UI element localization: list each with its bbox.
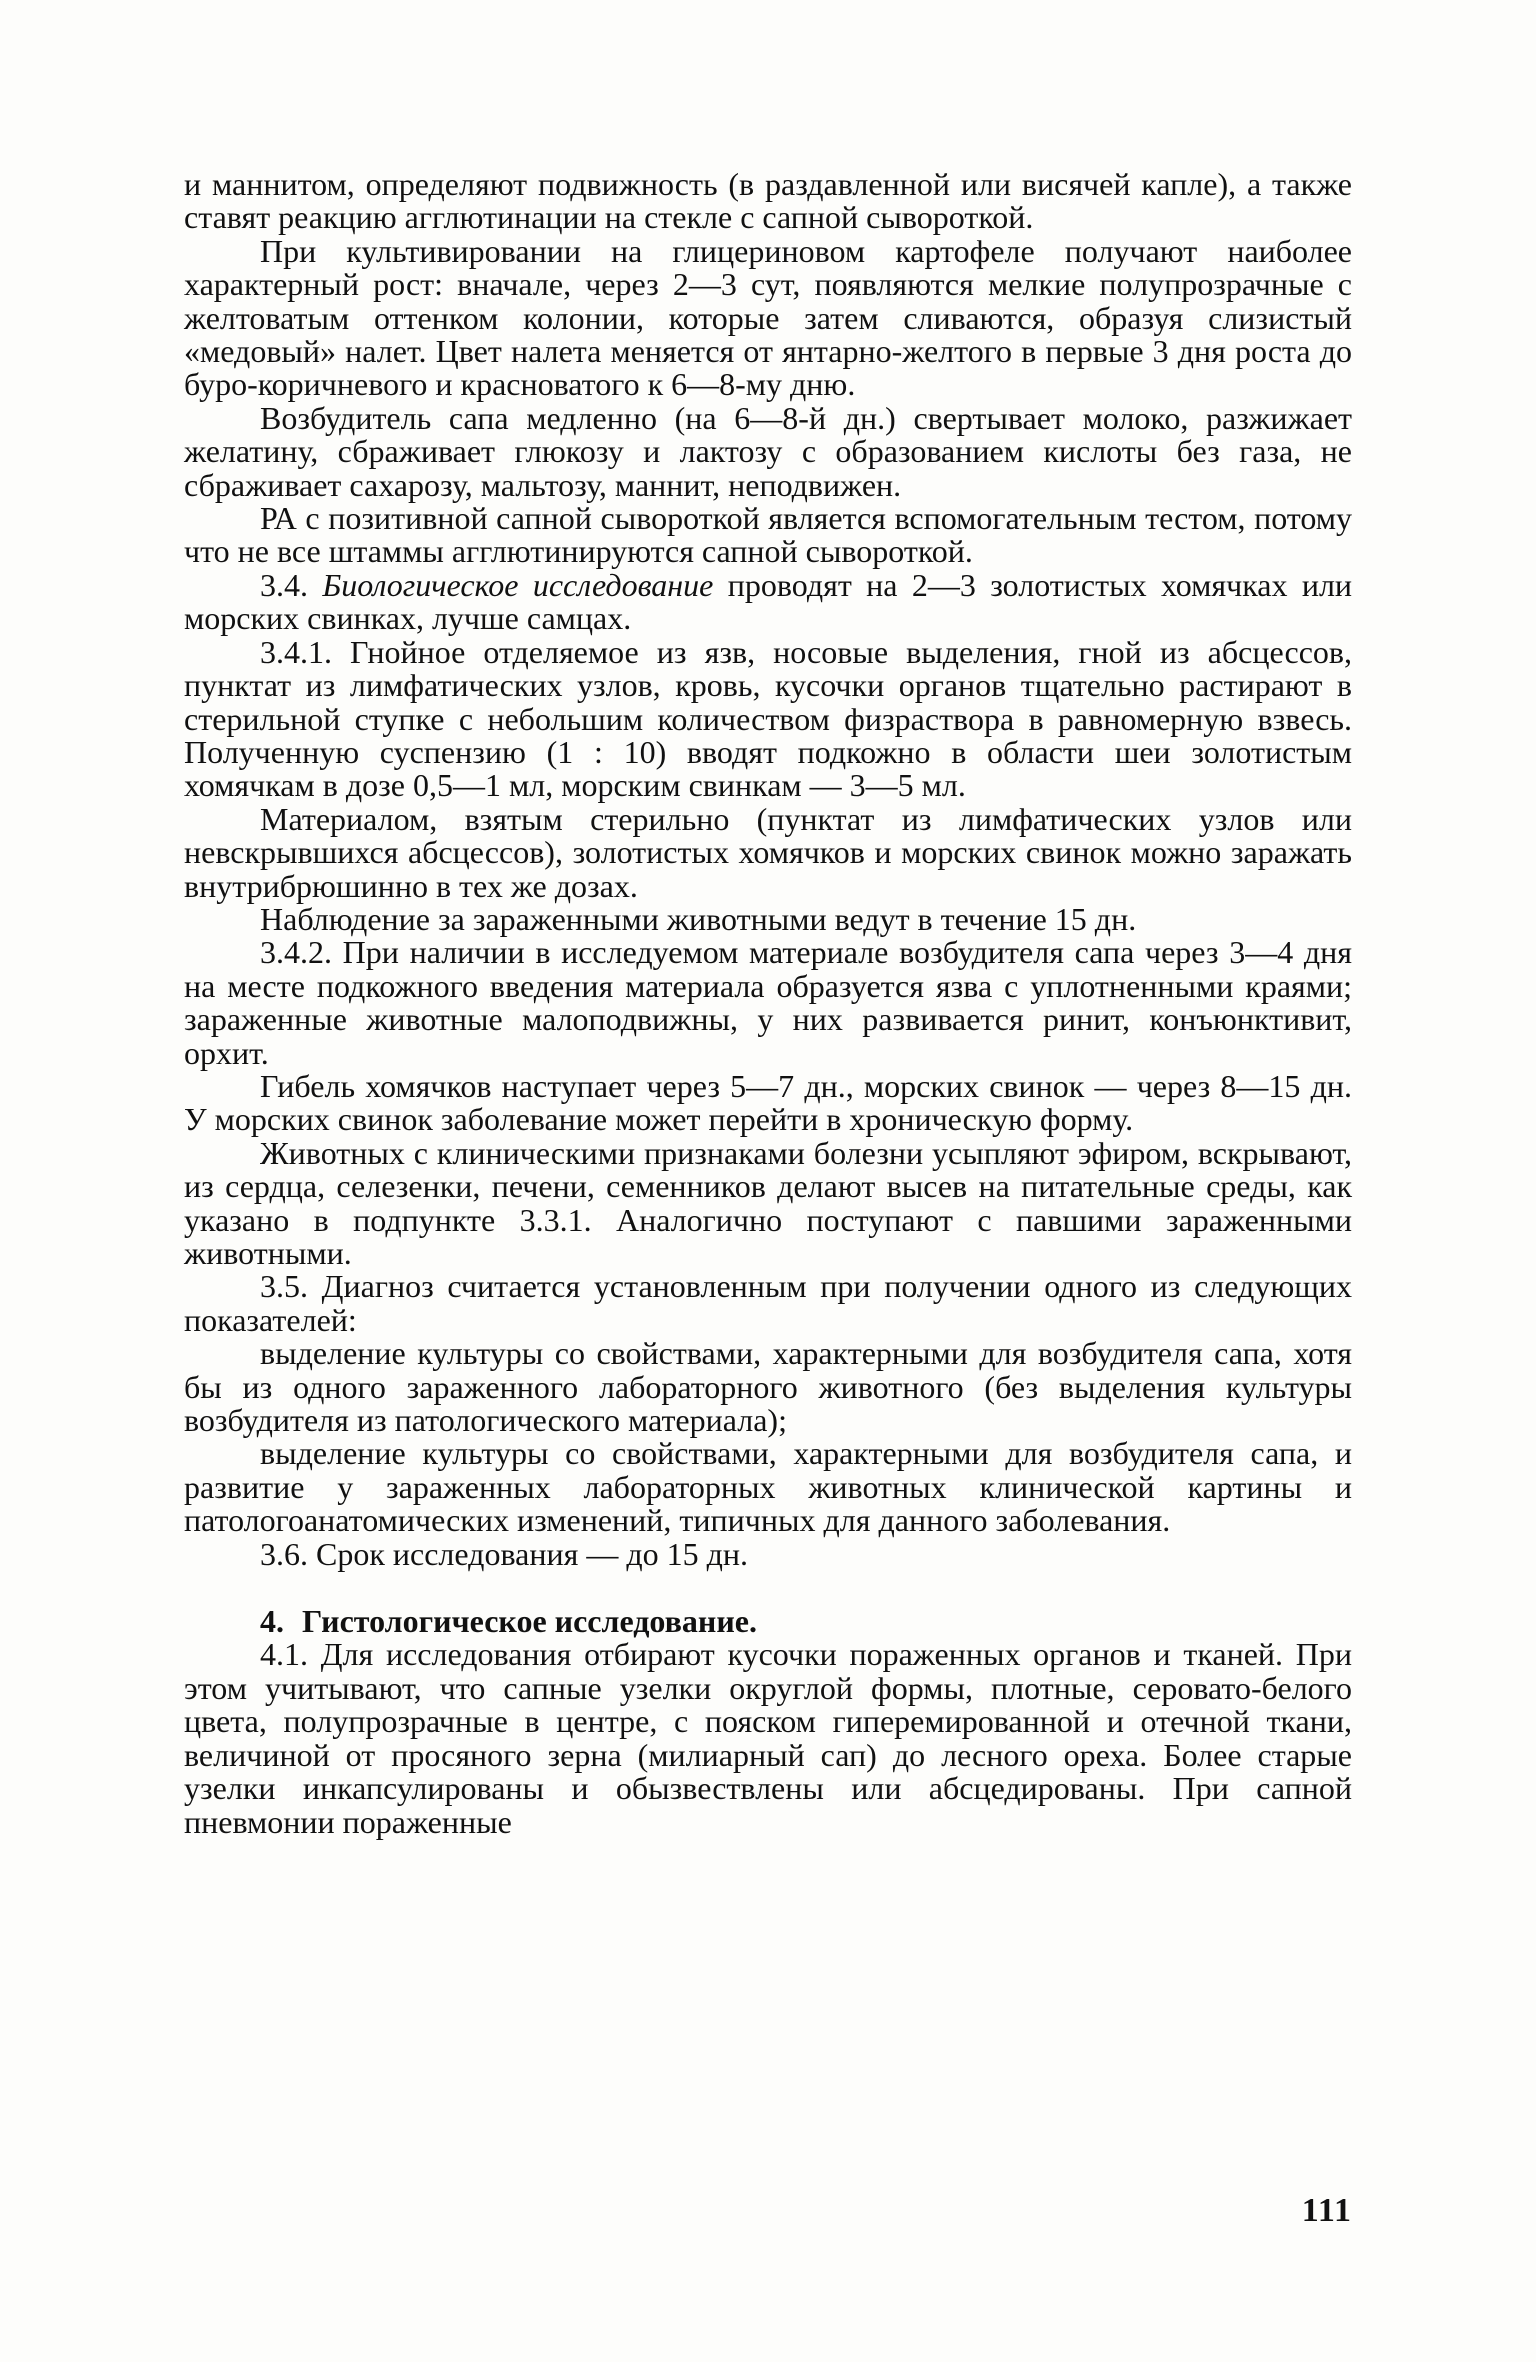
page-number: 111 [1301,2192,1352,2229]
paragraph-4-1: 4.1. Для исследования отбирают кусочки пораженных органов и тканей. При этом учитывают, что сапные узелки округлой формы, плотные, серовато-белого цвета, полупрозрачные в центре, с пояском гиперемированной и отечной ткани, величиной от просяного зерна (милиарный сап) до лесного ореха. Более старые узелки инкапсулированы и обызвествлены или абсцедированы. При сапной пневмонии пораженные [184,1636,1352,1840]
section-number-3-4: 3.4. [260,566,308,603]
italic-term-biological-study: Биологическое исследование [322,566,714,603]
paragraph-autopsy: Животных с клиническими признаками болезни усыпляют эфиром, вскрывают, из сердца, селезенки, печени, семенников делают высев на питательные среды, как указано в подпункте 3.3.1. Аналогично поступают с павшими зараженными животными. [184,1134,1352,1271]
paragraph-3-4-1: 3.4.1. Гнойное отделяемое из язв, носовые выделения, гной из абсцессов, пунктат из лимфатических узлов, кровь, кусочки органов тщательно растирают в стерильной ступке с небольшим количеством физраствора в равномерную взвесь. Полученную суспензию (1 : 10) вводят подкожно в области шеи золотистым хомячкам в дозе 0,5—1 мл, морским свинкам — 3—5 мл. [184,633,1352,804]
paragraph-3-6: 3.6. Срок исследования — до 15 дн. [260,1535,748,1572]
paragraph-biochemistry: Возбудитель сапа медленно (на 6—8-й дн.) свертывает молоко, разжижает желатину, сбраживает глюкозу и лактозу с образованием кислоты без газа, не сбраживает сахарозу, мальтозу, маннит, неподвижен. [184,399,1352,503]
paragraph-criterion-2: выделение культуры со свойствами, характерными для возбудителя сапа, и развитие у зараженных лабораторных животных клинической картины и патологоанатомических изменений, типичных для данного заболевания. [184,1435,1352,1539]
paragraph-continuation: и маннитом, определяют подвижность (в раздавленной или висячей капле), а также ставят реакцию агглютинации на стекле с сапной сывороткой. [184,166,1352,236]
paragraph-agglutination: РА с позитивной сапной сывороткой является вспомогательным тестом, потому что не все штаммы агглютинируются сапной сывороткой. [184,500,1352,570]
heading-title: Гистологическое исследование. [302,1603,757,1640]
paragraph-3-5: 3.5. Диагноз считается установленным при получении одного из следующих показателей: [184,1268,1352,1338]
heading-number: 4. [260,1603,284,1640]
paragraph-3-4-rest: проводят на 2—3 золотистых хомячках или морских свинках, лучше самцах. [184,566,1353,637]
paragraph-criterion-1: выделение культуры со свойствами, характерными для возбудителя сапа, хотя бы из одного зараженного лабораторного животного (без выделения культуры возбудителя из патологического материала); [184,1335,1352,1439]
paragraph-death: Гибель хомячков наступает через 5—7 дн., морских свинок — через 8—15 дн. У морских свинок заболевание может перейти в хроническую форму. [184,1067,1352,1138]
body-text [184,168,1352,1839]
paragraph-3-4 [184,566,1353,637]
paragraph-observation: Наблюдение за зараженными животными ведут в течение 15 дн. [260,900,1137,937]
paragraph-cultivation: При культивировании на глицериновом картофеле получают наиболее характерный рост: вначале, через 2—3 сут, появляются мелкие полупрозрачные с желтоватым оттенком колонии, которые затем сливаются, образуя слизистый «медовый» налет. Цвет налета меняется от янтарно-желтого в первые 3 дня роста до буро-коричневого и красноватого к 6—8-му дню. [184,232,1352,403]
paragraph-3-4-2: 3.4.2. При наличии в исследуемом материале возбудителя сапа через 3—4 дня на месте подкожного введения материала образуется язва с уплотненными краями; зараженные животные малоподвижны, у них развивается ринит, конъюнктивит, орхит. [184,934,1352,1071]
paragraph-material: Материалом, взятым стерильно (пунктат из лимфатических узлов или невскрывшихся абсцессов), золотистых хомячков и морских свинок можно заражать внутрибрюшинно в тех же дозах. [184,800,1352,904]
section-heading-4 [184,1605,1352,1638]
